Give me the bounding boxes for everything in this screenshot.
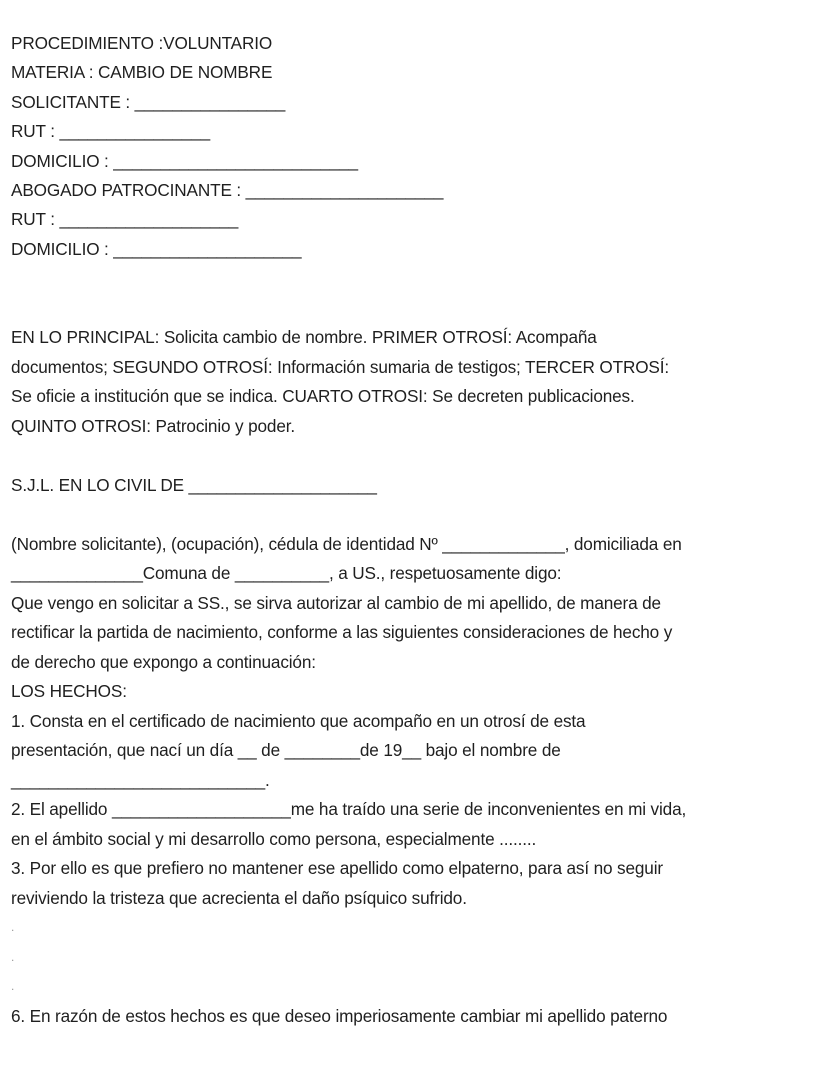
placeholder-dot: . [11,949,15,964]
fact-6-line: 6. En razón de estos hechos es que deseo imperiosamente cambiar mi apellido paterno [11,1005,668,1026]
body-line: rectificar la partida de nacimiento, conforme a las siguientes consideraciones de hecho y [11,622,673,643]
placeholder-dot: . [11,979,15,994]
court-addressee: S.J.L. EN LO CIVIL DE ____________________ [11,474,377,495]
fact-3-line: 3. Por ello es que prefiero no mantener ese apellido como elpaterno, para así no seguir [11,858,663,879]
placeholder-dot: . [11,920,15,935]
facts-heading: LOS HECHOS: [11,681,127,702]
fact-1-line: 1. Consta en el certificado de nacimiento que acompaño en un otrosí de esta [11,710,586,731]
spacer [11,441,835,471]
header-line-solicitante: SOLICITANTE : ________________ [11,91,286,112]
summary-line: QUINTO OTROSI: Patrocinio y poder. [11,415,295,436]
header-line-materia: MATERIA : CAMBIO DE NOMBRE [11,62,273,83]
header-line-domicilio: DOMICILIO : __________________________ [11,150,358,171]
spacer [11,264,835,323]
summary-line: Se oficie a institución que se indica. CUARTO OTROSI: Se decreten publicaciones. [11,386,635,407]
body-line: Que vengo en solicitar a SS., se sirva autorizar al cambio de mi apellido, de manera de [11,592,661,613]
summary-line: EN LO PRINCIPAL: Solicita cambio de nombre. PRIMER OTROSÍ: Acompaña [11,327,597,348]
petition-body [11,530,835,1032]
body-line: ______________Comuna de __________, a US., respetuosamente digo: [11,563,562,584]
header-line-abogado-rut: RUT : ___________________ [11,209,239,230]
petition-summary [11,323,835,441]
fact-2-line: en el ámbito social y mi desarrollo como persona, especialmente ........ [11,828,537,849]
spacer [11,500,835,530]
fact-3-line: reviviendo la tristeza que acrecienta el daño psíquico sufrido. [11,887,467,908]
summary-line: documentos; SEGUNDO OTROSÍ: Información sumaria de testigos; TERCER OTROSÍ: [11,356,669,377]
case-header [11,29,835,264]
body-line: (Nombre solicitante), (ocupación), cédula de identidad Nº _____________, domiciliada en [11,533,682,554]
fact-2-line: 2. El apellido ___________________me ha traído una serie de inconvenientes en mi vida, [11,799,687,820]
header-line-rut: RUT : ________________ [11,121,210,142]
fact-1-line: presentación, que nací un día __ de ________de 19__ bajo el nombre de [11,740,561,761]
fact-1-line: ___________________________. [11,769,270,790]
header-line-abogado-domicilio: DOMICILIO : ____________________ [11,238,302,259]
header-line-procedimiento: PROCEDIMIENTO :VOLUNTARIO [11,33,273,53]
body-line: de derecho que expongo a continuación: [11,651,316,672]
header-line-abogado: ABOGADO PATROCINANTE : _____________________ [11,179,444,200]
